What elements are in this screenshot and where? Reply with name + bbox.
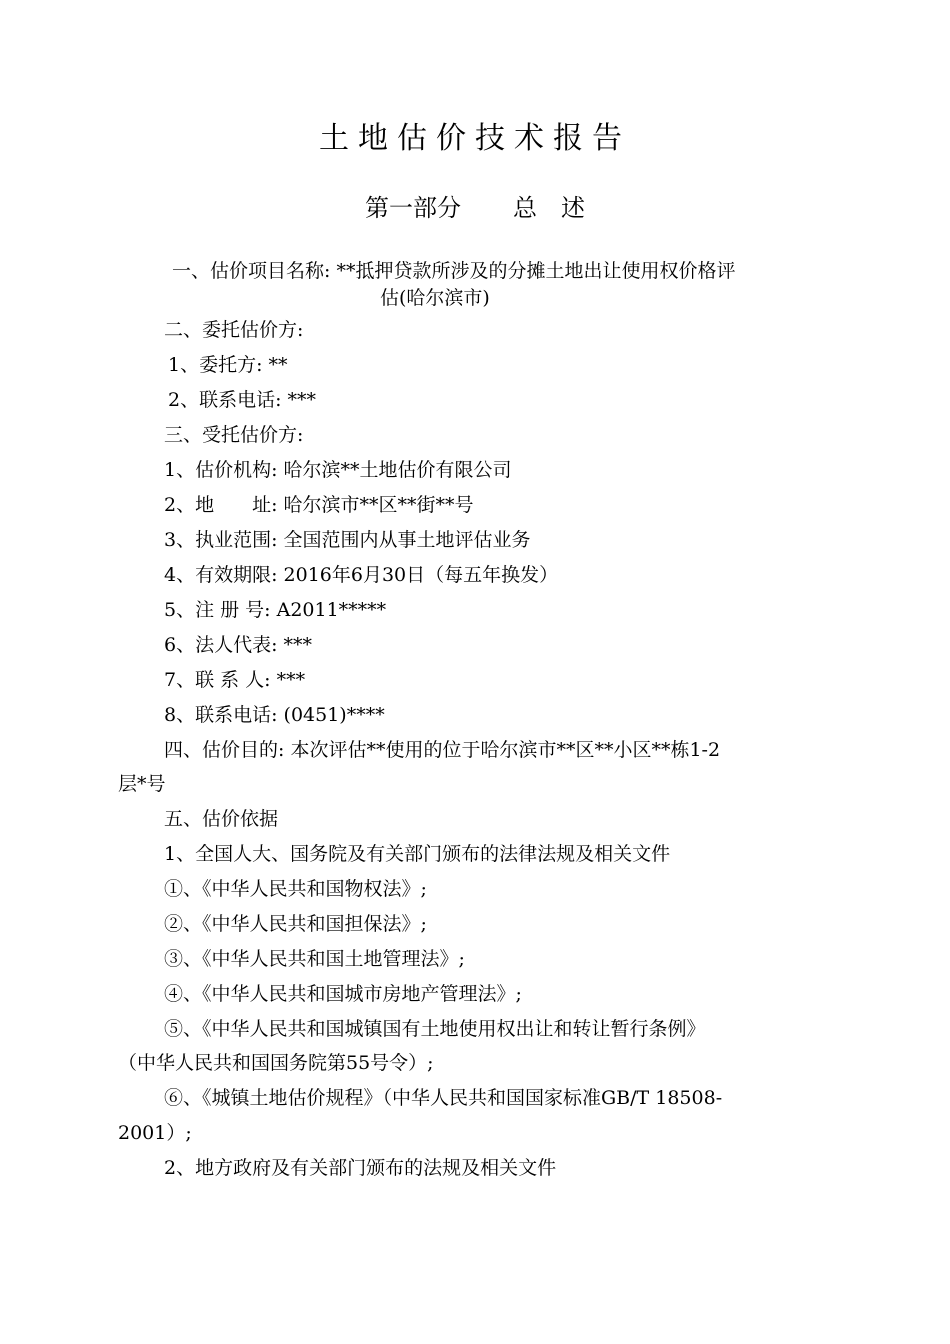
item-law-3: ③、《中华人民共和国土地管理法》;: [164, 948, 465, 970]
item-basis-national: 1、全国人大、国务院及有关部门颁布的法律法规及相关文件: [164, 843, 671, 865]
item-law-5: ⑤、《中华人民共和国城镇国有土地使用权出让和转让暂行条例》: [164, 1018, 706, 1040]
item-law-4: ④、《中华人民共和国城市房地产管理法》;: [164, 983, 522, 1005]
item-client-phone: 2、联系电话: ***: [168, 389, 317, 411]
item-project-name: 一、估价项目名称: **抵押贷款所涉及的分摊土地出让使用权价格评: [172, 260, 736, 282]
item-law-2: ②、《中华人民共和国担保法》;: [164, 913, 427, 935]
item-basis-local: 2、地方政府及有关部门颁布的法规及相关文件: [164, 1157, 557, 1179]
item-law-6: ⑥、《城镇土地估价规程》（中华人民共和国国家标准GB/T 18508-: [164, 1087, 723, 1109]
item-law-6-cont: 2001）;: [118, 1122, 192, 1144]
item-scope: 3、执业范围: 全国范围内从事土地评估业务: [164, 529, 531, 551]
item-law-5-cont: （中华人民共和国国务院第55号令）;: [118, 1052, 434, 1074]
item-legal-rep: 6、法人代表: ***: [164, 634, 313, 656]
item-appraiser-org: 1、估价机构: 哈尔滨**土地估价有限公司: [164, 459, 512, 481]
item-purpose: 四、估价目的: 本次评估**使用的位于哈尔滨市**区**小区**栋1-2: [164, 739, 721, 761]
item-validity: 4、有效期限: 2016年6月30日（每五年换发）: [164, 564, 559, 586]
item-project-name-cont: 估(哈尔滨市): [380, 287, 490, 309]
item-client-heading: 二、委托估价方:: [164, 319, 304, 341]
item-address: 2、地 址: 哈尔滨市**区**街**号: [164, 494, 474, 516]
item-purpose-cont: 层*号: [118, 773, 166, 795]
item-law-1: ①、《中华人民共和国物权法》;: [164, 878, 427, 900]
section-word-1: 总: [513, 194, 537, 222]
section-word-2: 述: [561, 194, 585, 222]
section-heading: [0, 188, 950, 223]
item-contact: 7、联 系 人: ***: [164, 669, 306, 691]
section-part-label: 第一部分: [365, 194, 461, 222]
item-appraiser-heading: 三、受托估价方:: [164, 424, 304, 446]
item-basis-heading: 五、估价依据: [164, 808, 279, 830]
report-title: 土地估价技术报告: [319, 121, 631, 156]
item-client: 1、委托方: **: [168, 354, 288, 376]
item-registration-no: 5、注 册 号: A2011*****: [164, 599, 387, 621]
item-contact-phone: 8、联系电话: (0451)****: [164, 704, 385, 726]
